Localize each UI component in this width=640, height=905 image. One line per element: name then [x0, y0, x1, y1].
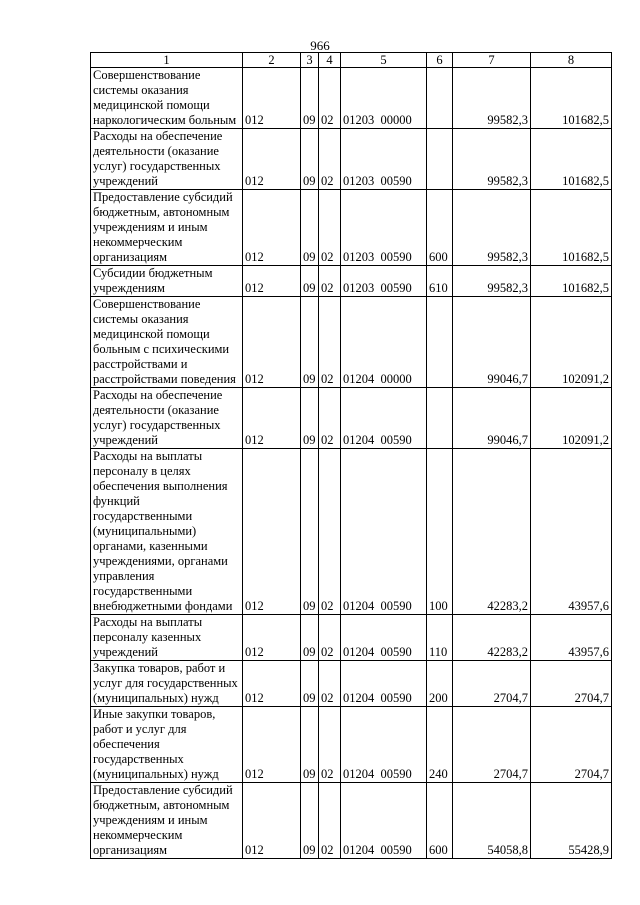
- section-code-cell: 09: [301, 783, 319, 859]
- target-article-cell: 01204 00000: [341, 297, 427, 388]
- table-row: [91, 297, 612, 388]
- amount-year-2-cell: 55428,9: [531, 783, 612, 859]
- amount-year-1-cell: 42283,2: [453, 615, 531, 661]
- amount-year-2-cell: 43957,6: [531, 615, 612, 661]
- amount-year-1-cell: 99582,3: [453, 68, 531, 129]
- amount-year-2-cell: 101682,5: [531, 266, 612, 297]
- target-article-cell: 01204 00590: [341, 783, 427, 859]
- item-name-cell: Расходы на выплаты персоналу в целях обеспечения выполнения функций государственными (муниципальными) органами, казенными учреждениями, органами управления государственными внебюджетными фондами: [91, 449, 243, 615]
- subsection-code-cell: 02: [319, 388, 341, 449]
- admin-code-cell: 012: [243, 615, 301, 661]
- table-row: [91, 388, 612, 449]
- amount-year-1-cell: 42283,2: [453, 449, 531, 615]
- subsection-code-cell: 02: [319, 266, 341, 297]
- amount-year-2-cell: 2704,7: [531, 707, 612, 783]
- item-name-cell: Расходы на обеспечение деятельности (оказание услуг) государственных учреждений: [91, 129, 243, 190]
- column-header: 4: [319, 53, 341, 68]
- subsection-code-cell: 02: [319, 190, 341, 266]
- column-header: 8: [531, 53, 612, 68]
- expense-type-cell: [427, 297, 453, 388]
- section-code-cell: 09: [301, 297, 319, 388]
- amount-year-2-cell: 101682,5: [531, 190, 612, 266]
- admin-code-cell: 012: [243, 707, 301, 783]
- amount-year-1-cell: 2704,7: [453, 707, 531, 783]
- subsection-code-cell: 02: [319, 449, 341, 615]
- subsection-code-cell: 02: [319, 615, 341, 661]
- amount-year-1-cell: 99046,7: [453, 297, 531, 388]
- expense-type-cell: [427, 129, 453, 190]
- section-code-cell: 09: [301, 190, 319, 266]
- expense-type-cell: 240: [427, 707, 453, 783]
- admin-code-cell: 012: [243, 449, 301, 615]
- table-row: [91, 129, 612, 190]
- target-article-cell: 01204 00590: [341, 615, 427, 661]
- section-code-cell: 09: [301, 68, 319, 129]
- amount-year-1-cell: 99582,3: [453, 129, 531, 190]
- admin-code-cell: 012: [243, 783, 301, 859]
- section-code-cell: 09: [301, 661, 319, 707]
- amount-year-1-cell: 2704,7: [453, 661, 531, 707]
- amount-year-1-cell: 99582,3: [453, 266, 531, 297]
- amount-year-2-cell: 43957,6: [531, 449, 612, 615]
- admin-code-cell: 012: [243, 297, 301, 388]
- item-name-cell: Предоставление субсидий бюджетным, автономным учреждениям и иным некоммерческим организациям: [91, 190, 243, 266]
- section-code-cell: 09: [301, 707, 319, 783]
- column-header: 6: [427, 53, 453, 68]
- subsection-code-cell: 02: [319, 707, 341, 783]
- amount-year-2-cell: 101682,5: [531, 68, 612, 129]
- item-name-cell: Совершенствование системы оказания медицинской помощи больным с психическими расстройствами и расстройствами поведения: [91, 297, 243, 388]
- target-article-cell: 01203 00590: [341, 190, 427, 266]
- expense-type-cell: [427, 388, 453, 449]
- column-header: 2: [243, 53, 301, 68]
- item-name-cell: Иные закупки товаров, работ и услуг для обеспечения государственных (муниципальных) нужд: [91, 707, 243, 783]
- section-code-cell: 09: [301, 266, 319, 297]
- target-article-cell: 01204 00590: [341, 388, 427, 449]
- admin-code-cell: 012: [243, 129, 301, 190]
- expense-type-cell: 600: [427, 783, 453, 859]
- expense-type-cell: 100: [427, 449, 453, 615]
- expense-type-cell: [427, 68, 453, 129]
- target-article-cell: 01203 00000: [341, 68, 427, 129]
- table-row: [91, 661, 612, 707]
- table-row: [91, 449, 612, 615]
- admin-code-cell: 012: [243, 661, 301, 707]
- table-row: [91, 783, 612, 859]
- section-code-cell: 09: [301, 449, 319, 615]
- target-article-cell: 01204 00590: [341, 707, 427, 783]
- subsection-code-cell: 02: [319, 661, 341, 707]
- column-header: 3: [301, 53, 319, 68]
- amount-year-1-cell: 54058,8: [453, 783, 531, 859]
- section-code-cell: 09: [301, 615, 319, 661]
- item-name-cell: Предоставление субсидий бюджетным, автономным учреждениям и иным некоммерческим организациям: [91, 783, 243, 859]
- table-row: [91, 266, 612, 297]
- section-code-cell: 09: [301, 388, 319, 449]
- amount-year-2-cell: 101682,5: [531, 129, 612, 190]
- amount-year-2-cell: 102091,2: [531, 297, 612, 388]
- expense-type-cell: 610: [427, 266, 453, 297]
- amount-year-1-cell: 99582,3: [453, 190, 531, 266]
- column-header-row: [91, 53, 612, 68]
- admin-code-cell: 012: [243, 266, 301, 297]
- item-name-cell: Закупка товаров, работ и услуг для государственных (муниципальных) нужд: [91, 661, 243, 707]
- column-header: 7: [453, 53, 531, 68]
- subsection-code-cell: 02: [319, 783, 341, 859]
- table-row: [91, 68, 612, 129]
- expense-type-cell: 600: [427, 190, 453, 266]
- budget-table: [90, 52, 612, 859]
- amount-year-2-cell: 2704,7: [531, 661, 612, 707]
- item-name-cell: Субсидии бюджетным учреждениям: [91, 266, 243, 297]
- amount-year-2-cell: 102091,2: [531, 388, 612, 449]
- section-code-cell: 09: [301, 129, 319, 190]
- table-row: [91, 707, 612, 783]
- admin-code-cell: 012: [243, 388, 301, 449]
- target-article-cell: 01203 00590: [341, 129, 427, 190]
- target-article-cell: 01203 00590: [341, 266, 427, 297]
- expense-type-cell: 200: [427, 661, 453, 707]
- page-number: 966: [310, 38, 330, 53]
- expense-type-cell: 110: [427, 615, 453, 661]
- amount-year-1-cell: 99046,7: [453, 388, 531, 449]
- admin-code-cell: 012: [243, 190, 301, 266]
- subsection-code-cell: 02: [319, 297, 341, 388]
- item-name-cell: Совершенствование системы оказания медицинской помощи наркологическим больным: [91, 68, 243, 129]
- target-article-cell: 01204 00590: [341, 661, 427, 707]
- target-article-cell: 01204 00590: [341, 449, 427, 615]
- table-row: [91, 615, 612, 661]
- admin-code-cell: 012: [243, 68, 301, 129]
- subsection-code-cell: 02: [319, 129, 341, 190]
- item-name-cell: Расходы на выплаты персоналу казенных учреждений: [91, 615, 243, 661]
- item-name-cell: Расходы на обеспечение деятельности (оказание услуг) государственных учреждений: [91, 388, 243, 449]
- column-header: 5: [341, 53, 427, 68]
- subsection-code-cell: 02: [319, 68, 341, 129]
- table-row: [91, 190, 612, 266]
- column-header: 1: [91, 53, 243, 68]
